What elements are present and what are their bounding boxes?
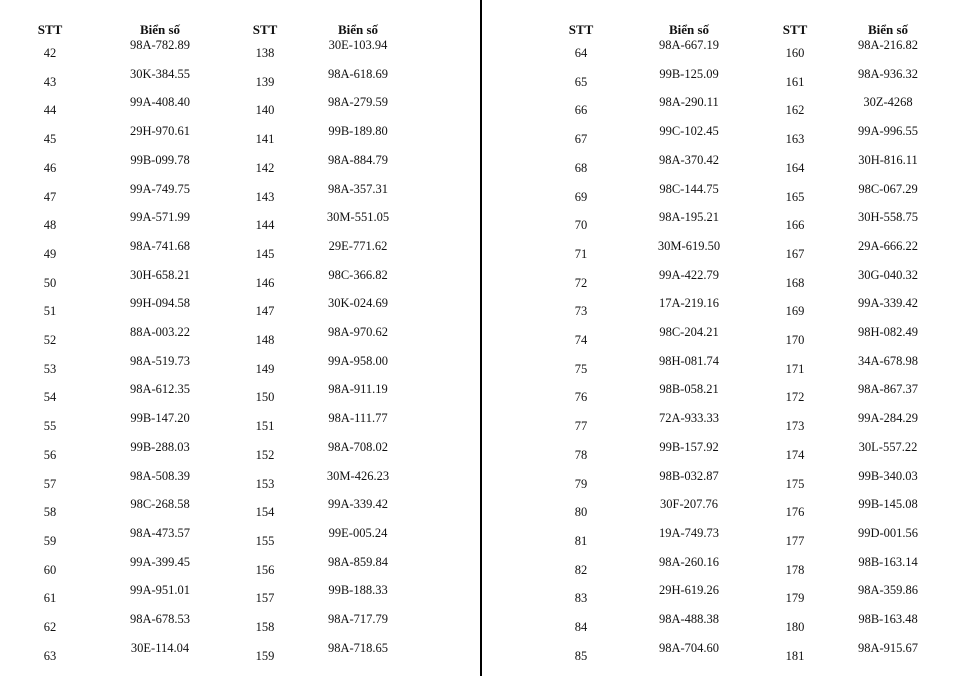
plate-header: Biển số — [867, 22, 909, 37]
plate-cell: 30H-816.11 — [858, 152, 918, 167]
stt-header: STT — [568, 22, 594, 37]
right-table-panel — [482, 0, 954, 676]
plate-cell: 99A-571.99 — [129, 210, 191, 225]
plate-cell: 98C-204.21 — [659, 325, 719, 339]
plate-cell: 99B-125.09 — [659, 66, 719, 81]
plate-cell: 98A-667.19 — [658, 38, 720, 52]
plate-cell: 99A-951.01 — [129, 583, 191, 598]
plate-cell: 29H-619.26 — [658, 583, 720, 598]
stt-cell: 143 — [255, 189, 275, 204]
stt-cell: 173 — [785, 419, 805, 434]
plate-cell: 98H-082.49 — [857, 325, 919, 339]
stt-cell: 66 — [574, 103, 588, 118]
stt-cell: 140 — [255, 103, 275, 118]
stt-cell: 63 — [43, 648, 57, 663]
stt-cell: 180 — [785, 620, 805, 634]
plate-cell: 98A-708.02 — [327, 439, 389, 454]
stt-cell: 60 — [43, 562, 57, 577]
stt-cell: 168 — [785, 275, 805, 290]
stt-cell: 74 — [574, 333, 588, 347]
stt-cell: 68 — [574, 160, 588, 175]
stt-cell: 79 — [574, 476, 588, 491]
stt-cell: 48 — [43, 218, 57, 233]
plate-cell: 99B-099.78 — [130, 152, 190, 167]
stt-cell: 54 — [43, 390, 57, 405]
stt-cell: 42 — [43, 46, 57, 60]
plate-cell: 99B-340.03 — [858, 468, 918, 483]
plate-cell: 98A-718.65 — [327, 640, 389, 655]
plate-cell: 30E-103.94 — [328, 38, 388, 52]
plate-cell: 30M-551.05 — [326, 210, 390, 225]
plate-cell: 98A-936.32 — [857, 66, 919, 81]
plate-cell: 98A-290.11 — [659, 95, 719, 110]
stt-cell: 46 — [43, 160, 57, 175]
stt-cell: 177 — [785, 533, 805, 548]
plate-cell: 99B-147.20 — [130, 411, 190, 426]
stt-cell: 83 — [574, 591, 588, 606]
stt-cell: 56 — [43, 447, 57, 462]
stt-cell: 176 — [785, 505, 805, 520]
stt-cell: 43 — [43, 74, 57, 89]
stt-cell: 169 — [785, 304, 805, 319]
stt-cell: 65 — [574, 74, 588, 89]
stt-cell: 75 — [574, 361, 588, 376]
stt-cell: 70 — [574, 218, 588, 233]
plate-cell: 30Z-4268 — [863, 95, 913, 110]
plate-cell: 30M-426.23 — [326, 468, 390, 483]
stt-cell: 44 — [43, 103, 57, 118]
stt-cell: 165 — [785, 189, 805, 204]
plate-cell: 99E-005.24 — [328, 525, 388, 540]
stt-cell: 81 — [574, 533, 588, 548]
plate-cell: 29E-771.62 — [328, 238, 388, 253]
stt-cell: 142 — [255, 160, 275, 175]
plate-cell: 99B-189.80 — [328, 124, 388, 139]
stt-cell: 67 — [574, 132, 588, 147]
stt-cell: 161 — [785, 74, 805, 89]
stt-cell: 148 — [255, 333, 275, 347]
plate-cell: 98A-359.86 — [857, 583, 919, 598]
plate-cell: 30F-207.76 — [660, 497, 718, 512]
plate-cell: 98A-618.69 — [327, 66, 389, 81]
stt-cell: 69 — [574, 189, 588, 204]
plate-cell: 99C-102.45 — [659, 124, 719, 139]
stt-cell: 149 — [255, 361, 275, 376]
plate-cell: 30M-619.50 — [657, 238, 721, 253]
plate-cell: 98A-970.62 — [327, 325, 389, 339]
plate-cell: 98A-473.57 — [129, 525, 191, 540]
plate-cell: 30H-658.21 — [129, 267, 191, 282]
plate-cell: 98B-032.87 — [659, 468, 719, 483]
stt-cell: 153 — [255, 476, 275, 491]
plate-header: Biển số — [337, 22, 379, 37]
plate-cell: 72A-933.33 — [658, 411, 720, 426]
stt-cell: 57 — [43, 476, 57, 491]
stt-cell: 171 — [785, 361, 805, 376]
stt-cell: 61 — [43, 591, 57, 606]
stt-cell: 78 — [574, 447, 588, 462]
stt-cell: 80 — [574, 505, 588, 520]
plate-cell: 98A-859.84 — [327, 554, 389, 569]
plate-cell: 98A-915.67 — [857, 640, 919, 655]
plate-cell: 98A-741.68 — [129, 238, 191, 253]
stt-cell: 158 — [255, 620, 275, 634]
stt-cell: 72 — [574, 275, 588, 290]
plate-cell: 99A-339.42 — [327, 497, 389, 512]
plate-header: Biển số — [668, 22, 710, 37]
plate-cell: 29A-666.22 — [857, 238, 919, 253]
stt-cell: 58 — [43, 505, 57, 520]
stt-cell: 145 — [255, 246, 275, 261]
stt-cell: 64 — [574, 46, 588, 60]
plate-cell: 99B-157.92 — [659, 439, 719, 454]
plate-cell: 98A-216.82 — [857, 38, 919, 52]
stt-cell: 51 — [43, 304, 57, 319]
stt-cell: 174 — [785, 447, 805, 462]
stt-cell: 160 — [785, 46, 805, 60]
stt-cell: 82 — [574, 562, 588, 577]
plate-cell: 98A-279.59 — [327, 95, 389, 110]
plate-cell: 98C-067.29 — [858, 181, 918, 196]
plate-cell: 98A-370.42 — [658, 152, 720, 167]
plate-cell: 98A-704.60 — [658, 640, 720, 655]
stt-cell: 77 — [574, 419, 588, 434]
stt-cell: 155 — [255, 533, 275, 548]
stt-cell: 164 — [785, 160, 805, 175]
plate-cell: 30G-040.32 — [857, 267, 919, 282]
plate-cell: 30L-557.22 — [858, 439, 918, 454]
plate-cell: 98A-519.73 — [129, 353, 191, 368]
stt-cell: 162 — [785, 103, 805, 118]
plate-cell: 98A-357.31 — [327, 181, 389, 196]
plate-cell: 98A-717.79 — [327, 612, 389, 626]
plate-cell: 99D-001.56 — [857, 525, 919, 540]
stt-cell: 157 — [255, 591, 275, 606]
stt-header: STT — [37, 22, 63, 37]
stt-cell: 85 — [574, 648, 588, 663]
plate-cell: 98C-144.75 — [659, 181, 719, 196]
stt-cell: 151 — [255, 419, 275, 434]
plate-cell: 17A-219.16 — [658, 296, 720, 311]
plate-cell: 98A-111.77 — [328, 411, 388, 426]
plate-cell: 19A-749.73 — [658, 525, 720, 540]
stt-cell: 146 — [255, 275, 275, 290]
plate-cell: 99A-284.29 — [857, 411, 919, 426]
stt-cell: 172 — [785, 390, 805, 405]
plate-cell: 30H-558.75 — [857, 210, 919, 225]
plate-cell: 99B-188.33 — [328, 583, 388, 598]
plate-cell: 98A-678.53 — [129, 612, 191, 626]
stt-header: STT — [782, 22, 808, 37]
plate-cell: 99A-339.42 — [857, 296, 919, 311]
plate-cell: 99B-288.03 — [130, 439, 190, 454]
stt-cell: 71 — [574, 246, 588, 261]
plate-cell: 99B-145.08 — [858, 497, 918, 512]
stt-cell: 175 — [785, 476, 805, 491]
plate-cell: 98C-366.82 — [328, 267, 388, 282]
stt-cell: 53 — [43, 361, 57, 376]
plate-cell: 98C-268.58 — [130, 497, 190, 512]
plate-cell: 98A-884.79 — [327, 152, 389, 167]
plate-cell: 98A-867.37 — [857, 382, 919, 397]
stt-cell: 138 — [255, 46, 275, 60]
stt-cell: 76 — [574, 390, 588, 405]
plate-cell: 34A-678.98 — [857, 353, 919, 368]
plate-cell: 88A-003.22 — [129, 325, 191, 339]
plate-cell: 98A-260.16 — [658, 554, 720, 569]
plate-cell: 98B-058.21 — [659, 382, 719, 397]
plate-cell: 30K-384.55 — [129, 66, 191, 81]
plate-cell: 99A-399.45 — [129, 554, 191, 569]
plate-header: Biển số — [139, 22, 181, 37]
stt-cell: 50 — [43, 275, 57, 290]
stt-cell: 45 — [43, 132, 57, 147]
stt-cell: 167 — [785, 246, 805, 261]
plate-cell: 98A-488.38 — [658, 612, 720, 626]
plate-cell: 99H-094.58 — [129, 296, 191, 311]
stt-cell: 73 — [574, 304, 588, 319]
plate-cell: 29H-970.61 — [129, 124, 191, 139]
stt-cell: 139 — [255, 74, 275, 89]
plate-cell: 99A-996.55 — [857, 124, 919, 139]
stt-cell: 179 — [785, 591, 805, 606]
stt-cell: 147 — [255, 304, 275, 319]
stt-cell: 84 — [574, 620, 588, 634]
plate-cell: 99A-408.40 — [129, 95, 191, 110]
stt-cell: 170 — [785, 333, 805, 347]
stt-cell: 59 — [43, 533, 57, 548]
stt-cell: 181 — [785, 648, 805, 663]
stt-cell: 141 — [255, 132, 275, 147]
plate-cell: 99A-958.00 — [327, 353, 389, 368]
stt-cell: 47 — [43, 189, 57, 204]
stt-cell: 159 — [255, 648, 275, 663]
plate-cell: 98A-782.89 — [129, 38, 191, 52]
stt-header: STT — [252, 22, 278, 37]
plate-cell: 98B-163.14 — [858, 554, 918, 569]
stt-cell: 178 — [785, 562, 805, 577]
plate-cell: 98A-911.19 — [328, 382, 388, 397]
stt-cell: 166 — [785, 218, 805, 233]
stt-cell: 55 — [43, 419, 57, 434]
plate-cell: 98A-508.39 — [129, 468, 191, 483]
stt-cell: 144 — [255, 218, 275, 233]
stt-cell: 62 — [43, 620, 57, 634]
stt-cell: 150 — [255, 390, 275, 405]
stt-cell: 163 — [785, 132, 805, 147]
plate-cell: 30E-114.04 — [130, 640, 190, 655]
plate-cell: 99A-749.75 — [129, 181, 191, 196]
plate-cell: 98A-612.35 — [129, 382, 191, 397]
stt-cell: 156 — [255, 562, 275, 577]
plate-cell: 99A-422.79 — [658, 267, 720, 282]
plate-cell: 98A-195.21 — [658, 210, 720, 225]
stt-cell: 152 — [255, 447, 275, 462]
plate-cell: 98H-081.74 — [658, 353, 720, 368]
plate-cell: 98B-163.48 — [858, 612, 918, 626]
plate-cell: 30K-024.69 — [327, 296, 389, 311]
stt-cell: 154 — [255, 505, 275, 520]
stt-cell: 52 — [43, 333, 57, 347]
stt-cell: 49 — [43, 246, 57, 261]
